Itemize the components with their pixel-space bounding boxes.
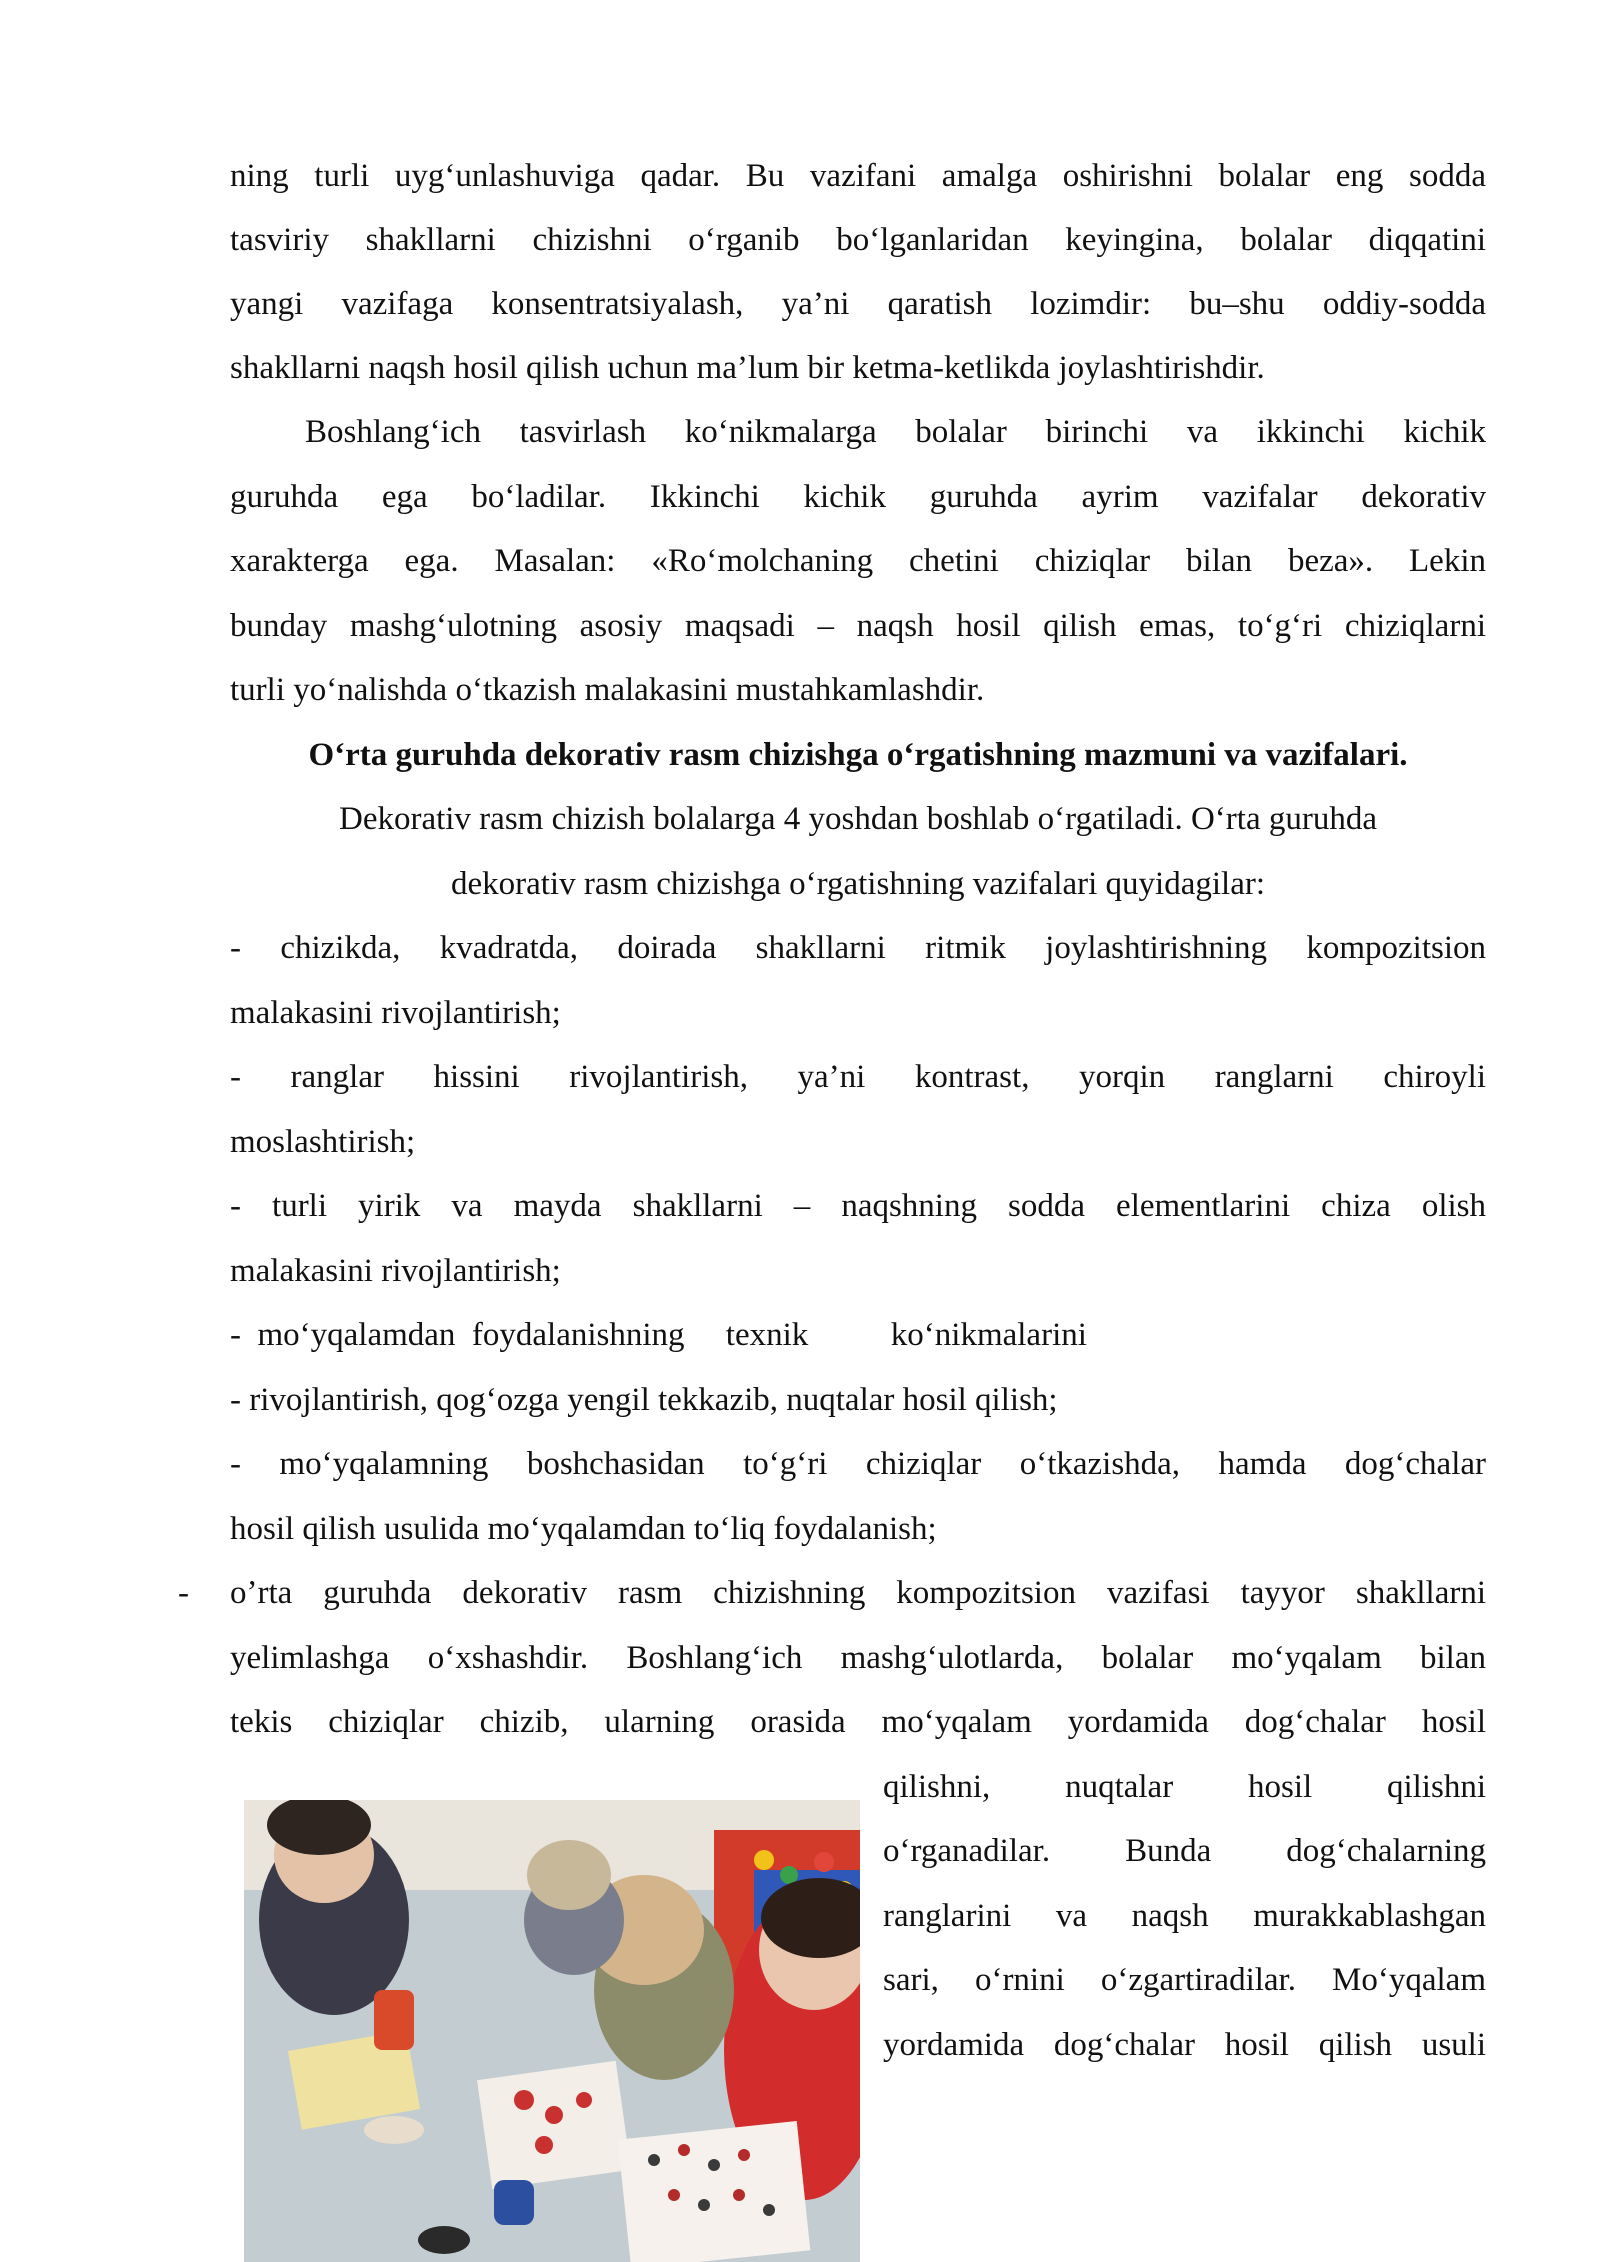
list-item-line: hosil qilish usulida moʻyqalamdan toʻliq foydalanish;: [230, 1511, 937, 1547]
paragraph-line: bunday mashgʻulotning asosiy maqsadi – naqsh hosil qilish emas, toʻgʻri chiziqlarni: [230, 608, 1486, 644]
list-item-line: - moʻyqalamdan foydalanishning texnik koʻnikmalarini: [230, 1317, 1087, 1353]
wrapped-line: sari, oʻrnini oʻzgartiradilar. Moʻyqalam: [883, 1962, 1486, 1998]
list-dash: -: [178, 1575, 189, 1611]
wrapped-line: yordamida dogʻchalar hosil qilish usuli: [883, 2027, 1486, 2063]
paragraph-line: tasviriy shakllarni chizishni oʻrganib boʻlganlaridan keyingina, bolalar diqqatini: [230, 222, 1486, 258]
paragraph-line: oʼrta guruhda dekorativ rasm chizishning kompozitsion vazifasi tayyor shakllarni: [230, 1575, 1486, 1611]
list-item-line: malakasini rivojlantirish;: [230, 995, 561, 1031]
list-item-line: - ranglar hissini rivojlantirish, ya’ni kontrast, yorqin ranglarni chiroyli: [230, 1059, 1486, 1095]
wrapped-line: qilishni, nuqtalar hosil qilishni: [883, 1769, 1486, 1805]
children-painting-photo: [244, 1800, 860, 2262]
list-item-line: malakasini rivojlantirish;: [230, 1253, 561, 1289]
paragraph-line: yelimlashga oʻxshashdir. Boshlangʻich mashgʻulotlarda, bolalar moʻyqalam bilan: [230, 1640, 1486, 1676]
list-item-line: - moʻyqalamning boshchasidan toʻgʻri chiziqlar oʻtkazishda, hamda dogʻchalar: [230, 1446, 1486, 1482]
list-item-line: moslashtirish;: [230, 1124, 416, 1160]
list-item-line: - rivojlantirish, qogʻozga yengil tekkazib, nuqtalar hosil qilish;: [230, 1382, 1058, 1418]
wrapped-line: ranglarini va naqsh murakkablashgan: [883, 1898, 1486, 1934]
paragraph-line: Boshlangʻich tasvirlash koʻnikmalarga bolalar birinchi va ikkinchi kichik: [305, 414, 1486, 450]
paragraph-line: yangi vazifaga konsentratsiyalash, ya’ni qaratish lozimdir: bu–shu oddiy-sodda: [230, 286, 1486, 322]
paragraph-line: tekis chiziqlar chizib, ularning orasida moʻyqalam yordamida dogʻchalar hosil: [230, 1704, 1486, 1740]
section-heading: Oʻrta guruhda dekorativ rasm chizishga oʻrgatishning mazmuni va vazifalari.: [308, 737, 1408, 773]
wrapped-line: oʻrganadilar. Bunda dogʻchalarning: [883, 1833, 1486, 1869]
paragraph-line: ning turli uygʻunlashuviga qadar. Bu vazifani amalga oshirishni bolalar eng sodda: [230, 158, 1486, 194]
centered-line: dekorativ rasm chizishga oʻrgatishning vazifalari quyidagilar:: [450, 866, 1266, 902]
list-item-line: - turli yirik va mayda shakllarni – naqshning sodda elementlarini chiza olish: [230, 1188, 1486, 1224]
paragraph-line: xarakterga ega. Masalan: «Roʻmolchaning chetini chiziqlar bilan beza». Lekin: [230, 543, 1486, 579]
paragraph-line: guruhda ega boʻladilar. Ikkinchi kichik guruhda ayrim vazifalar dekorativ: [230, 479, 1486, 515]
list-item-line: - chizikda, kvadratda, doirada shakllarni ritmik joylashtirishning kompozitsion: [230, 930, 1486, 966]
paragraph-line: turli yoʻnalishda oʻtkazish malakasini mustahkamlashdir.: [230, 672, 985, 708]
centered-line: Dekorativ rasm chizish bolalarga 4 yoshdan boshlab oʻrgatiladi. Oʻrta guruhda: [338, 801, 1377, 837]
paragraph-line: shakllarni naqsh hosil qilish uchun ma’lum bir ketma-ketlikda joylashtirishdir.: [230, 350, 1265, 386]
